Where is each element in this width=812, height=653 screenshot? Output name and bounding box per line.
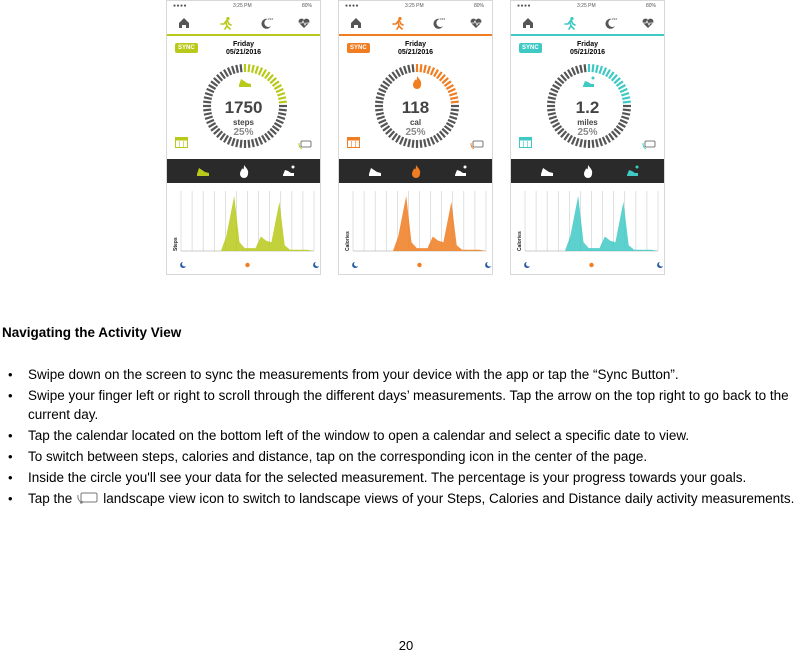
ring-tick <box>612 75 617 81</box>
ring-tick <box>396 70 400 77</box>
bullet-item <box>8 489 812 508</box>
ring-tick <box>249 140 250 148</box>
bullet-item: • Inside the circle you'll see your data for the selected measurement. The percentage is your progress towards your goals. <box>8 468 812 487</box>
ring-tick <box>585 140 586 148</box>
sleep-moon-icon[interactable] <box>259 16 273 30</box>
ring-tick <box>428 138 430 146</box>
ring-tick <box>620 89 627 92</box>
day-name: Friday <box>232 41 254 48</box>
ring-tick <box>572 68 575 75</box>
ring-tick <box>448 89 455 92</box>
svg-text:zzz: zzz <box>268 17 273 21</box>
phone-steps <box>166 0 321 275</box>
svg-text:zzz: zzz <box>612 17 617 21</box>
sync-button[interactable]: SYNC <box>519 43 542 53</box>
moon-marker <box>485 262 491 268</box>
ring-tick <box>561 75 566 81</box>
page-number: 20 <box>398 638 414 653</box>
ring-tick <box>232 66 234 74</box>
ring-tick <box>400 68 403 75</box>
battery-level: 80% <box>301 3 312 9</box>
moon-marker <box>313 262 319 268</box>
ring-tick <box>408 65 410 73</box>
ring-tick <box>442 78 448 83</box>
goal-percent: 25% <box>233 127 254 138</box>
ring-tick <box>421 64 422 72</box>
ring-metric-icon <box>583 77 595 88</box>
ring-tick <box>217 75 222 81</box>
sun-marker <box>589 263 593 267</box>
shoe-icon[interactable] <box>368 164 382 178</box>
phone-calories <box>338 0 493 275</box>
sync-button[interactable]: SYNC <box>347 43 370 53</box>
ring-tick <box>576 66 578 74</box>
metric-value: 1750 <box>224 98 263 117</box>
ring-tick <box>379 89 386 92</box>
ring-tick <box>593 64 594 72</box>
status-bar <box>339 1 492 11</box>
day-name: Friday <box>576 41 598 48</box>
battery-level: 80% <box>473 3 484 9</box>
ring-metric-icon <box>239 79 251 87</box>
calendar-icon[interactable] <box>519 135 532 147</box>
heart-rate-icon[interactable] <box>641 16 655 30</box>
date-label: 05/21/2016 <box>397 49 434 56</box>
status-bar <box>511 1 664 11</box>
ring-tick <box>568 70 572 77</box>
status-time: 3:25 PM <box>233 3 252 9</box>
ring-tick <box>392 72 397 78</box>
ring-tick <box>259 137 262 144</box>
ring-tick <box>262 70 266 77</box>
metric-unit: steps <box>233 118 254 127</box>
ring-tick <box>413 64 414 72</box>
signal-indicator: ●●●● <box>517 3 532 9</box>
ring-tick <box>558 78 564 83</box>
ring-tick <box>614 78 620 83</box>
moon-marker <box>524 262 530 268</box>
landscape-view-icon[interactable] <box>298 137 312 147</box>
ring-tick <box>383 81 389 86</box>
shoe-icon[interactable] <box>540 164 554 178</box>
signal-indicator: ●●●● <box>173 3 188 9</box>
metric-value: 1.2 <box>575 98 600 117</box>
metric-unit: cal <box>409 118 422 127</box>
metric-selector-bar <box>339 159 492 183</box>
ring-tick <box>241 64 242 72</box>
top-tab-bar <box>167 11 320 36</box>
y-axis-label: Calories <box>517 231 523 251</box>
runner-icon[interactable] <box>391 16 405 30</box>
distance-shoe-icon[interactable] <box>626 164 640 178</box>
metric-unit: miles <box>577 118 598 127</box>
bullet-item: • Swipe down on the screen to sync the measurements from your device with the app or tap the “Sync Button”. <box>8 365 812 384</box>
ring-tick <box>603 68 606 75</box>
ring-tick <box>274 85 281 89</box>
ring-tick <box>256 138 258 146</box>
ring-tick <box>621 93 629 95</box>
status-time: 3:25 PM <box>577 3 596 9</box>
ring-tick <box>555 81 561 86</box>
calendar-icon[interactable] <box>347 135 360 147</box>
distance-shoe-icon[interactable] <box>454 164 468 178</box>
runner-icon[interactable] <box>563 16 577 30</box>
ring-tick <box>593 140 594 148</box>
activity-chart <box>167 183 321 275</box>
moon-marker <box>657 262 663 268</box>
ring-tick <box>220 72 225 78</box>
landscape-view-icon[interactable] <box>470 137 484 147</box>
distance-shoe-icon[interactable] <box>282 164 296 178</box>
bullet-item: • Tap the calendar located on the bottom left of the window to open a calendar and select a specific date to view. <box>8 426 812 445</box>
bullet-text-after: landscape view icon to switch to landscape views of your Steps, Calories and Distance daily activity measurements. <box>103 491 795 506</box>
ring-tick <box>228 137 231 144</box>
y-axis-label: Calories <box>345 231 351 251</box>
moon-marker <box>180 262 186 268</box>
landscape-view-icon <box>76 491 100 505</box>
bullet-item: • To switch between steps, calories and distance, tap on the corresponding icon in the center of the page. <box>8 447 812 466</box>
ring-tick <box>617 81 623 86</box>
ring-tick <box>259 68 262 75</box>
ring-tick <box>551 89 558 92</box>
top-tab-bar <box>511 11 664 36</box>
ring-tick <box>603 137 606 144</box>
ring-tick <box>252 65 254 73</box>
ring-tick <box>431 137 434 144</box>
ring-tick <box>600 138 602 146</box>
ring-tick <box>211 81 217 86</box>
ring-tick <box>228 68 231 75</box>
ring-tick <box>553 85 560 89</box>
ring-tick <box>400 137 403 144</box>
y-axis-label: Steps <box>173 237 179 251</box>
heart-rate-icon[interactable] <box>469 16 483 30</box>
ring-tick <box>386 78 392 83</box>
phone-distance <box>510 0 665 275</box>
ring-tick <box>404 66 406 74</box>
ring-tick <box>256 66 258 74</box>
landscape-view-icon[interactable] <box>642 137 656 147</box>
ring-tick <box>580 65 582 73</box>
ring-tick <box>408 139 410 147</box>
ring-tick <box>232 138 234 146</box>
moon-marker <box>352 262 358 268</box>
date-label: 05/21/2016 <box>569 49 606 56</box>
sleep-moon-icon[interactable] <box>603 16 617 30</box>
ring-tick <box>431 68 434 75</box>
bullet-item: • Swipe your finger left or right to scroll through the different days’ measurements. Tap the arrow on the top right to go back to the current day. <box>8 386 812 424</box>
ring-tick <box>276 89 283 92</box>
summary-panel <box>339 36 492 159</box>
ring-tick <box>241 140 242 148</box>
runner-icon[interactable] <box>219 16 233 30</box>
ring-tick <box>209 85 216 89</box>
status-time: 3:25 PM <box>405 3 424 9</box>
ring-tick <box>449 93 457 95</box>
ring-tick <box>265 72 270 78</box>
summary-panel <box>511 36 664 159</box>
flame-icon[interactable] <box>409 164 423 178</box>
ring-tick <box>268 75 273 81</box>
ring-tick <box>249 64 250 72</box>
ring-tick <box>576 138 578 146</box>
ring-tick <box>446 85 453 89</box>
sync-button[interactable]: SYNC <box>175 43 198 53</box>
svg-text:zzz: zzz <box>440 17 445 21</box>
ring-tick <box>596 139 598 147</box>
ring-tick <box>596 65 598 73</box>
ring-tick <box>580 139 582 147</box>
activity-chart <box>339 183 493 275</box>
ring-tick <box>428 66 430 74</box>
ring-tick <box>205 93 213 95</box>
ring-tick <box>273 81 279 86</box>
ring-tick <box>277 93 285 95</box>
goal-percent: 25% <box>577 127 598 138</box>
goal-percent: 25% <box>405 127 426 138</box>
top-tab-bar <box>339 11 492 36</box>
sleep-moon-icon[interactable] <box>431 16 445 30</box>
ring-tick <box>236 65 238 73</box>
ring-tick <box>252 139 254 147</box>
ring-tick <box>606 70 610 77</box>
ring-tick <box>236 139 238 147</box>
ring-tick <box>389 75 394 81</box>
metric-value: 118 <box>401 98 430 117</box>
ring-tick <box>424 139 426 147</box>
ring-tick <box>609 72 614 78</box>
ring-tick <box>440 75 445 81</box>
ring-tick <box>564 72 569 78</box>
activity-chart <box>511 183 665 275</box>
ring-tick <box>600 66 602 74</box>
flame-icon[interactable] <box>237 164 251 178</box>
home-icon[interactable] <box>521 16 535 30</box>
section-heading: Navigating the Activity View <box>2 325 182 340</box>
ring-tick <box>224 70 228 77</box>
signal-indicator: ●●●● <box>345 3 360 9</box>
ring-tick <box>404 138 406 146</box>
ring-tick <box>413 140 414 148</box>
ring-tick <box>445 81 451 86</box>
ring-tick <box>377 93 385 95</box>
heart-rate-icon[interactable] <box>297 16 311 30</box>
shoe-icon[interactable] <box>196 164 210 178</box>
ring-tick <box>618 85 625 89</box>
bullet-text-before: Tap the <box>28 491 73 506</box>
instruction-list <box>8 365 812 510</box>
calendar-icon[interactable] <box>175 135 188 147</box>
home-icon[interactable] <box>177 16 191 30</box>
ring-tick <box>207 89 214 92</box>
flame-icon[interactable] <box>581 164 595 178</box>
metric-selector-bar <box>511 159 664 183</box>
ring-tick <box>381 85 388 89</box>
battery-level: 80% <box>645 3 656 9</box>
ring-tick <box>421 140 422 148</box>
ring-metric-icon <box>413 76 421 89</box>
ring-tick <box>424 65 426 73</box>
summary-panel <box>167 36 320 159</box>
ring-tick <box>214 78 220 83</box>
day-name: Friday <box>404 41 426 48</box>
home-icon[interactable] <box>349 16 363 30</box>
ring-tick <box>549 93 557 95</box>
ring-tick <box>585 64 586 72</box>
ring-tick <box>572 137 575 144</box>
ring-tick <box>270 78 276 83</box>
ring-tick <box>434 70 438 77</box>
sun-marker <box>245 263 249 267</box>
sun-marker <box>417 263 421 267</box>
metric-selector-bar <box>167 159 320 183</box>
ring-tick <box>437 72 442 78</box>
status-bar <box>167 1 320 11</box>
date-label: 05/21/2016 <box>225 49 262 56</box>
